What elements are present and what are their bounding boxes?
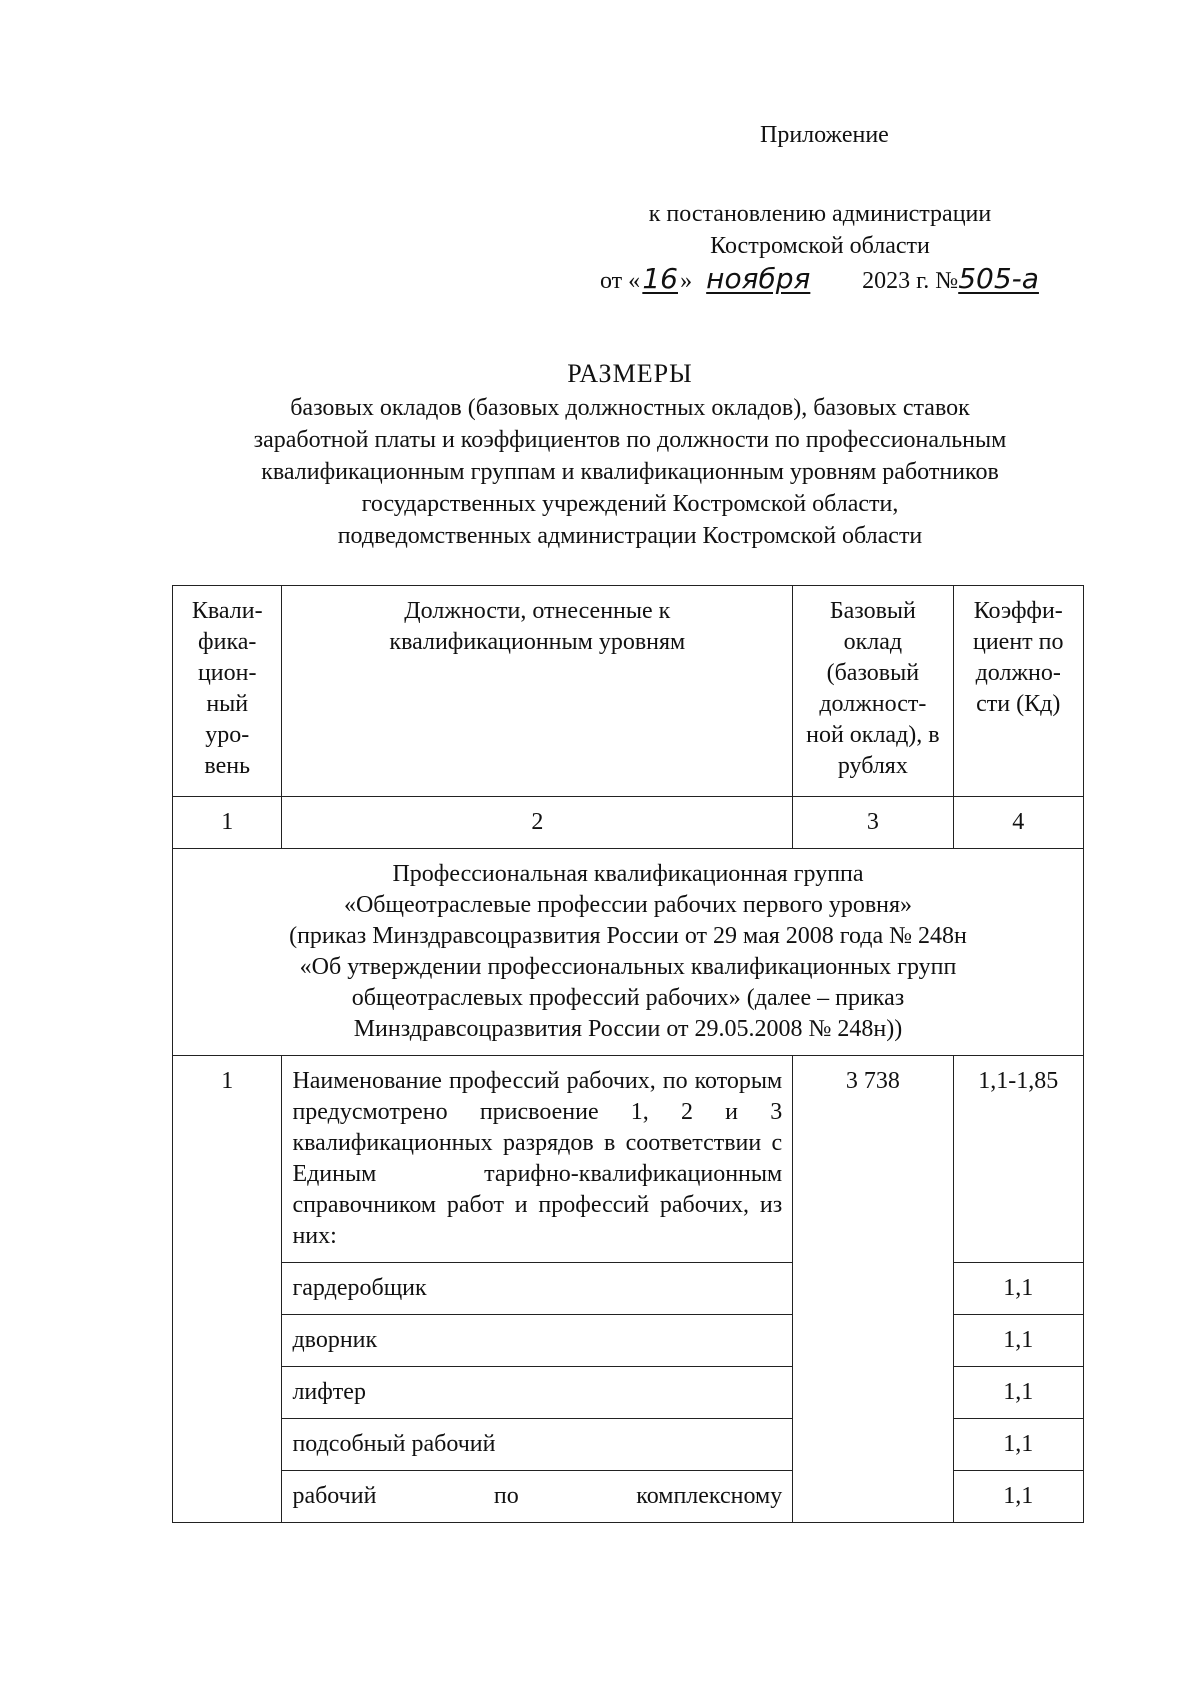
header-base-salary: Базовый оклад (базовый должност-ной оклад), в рублях [793, 586, 953, 797]
heading-line-1: базовых окладов (базовых должностных окладов), базовых ставок [290, 395, 970, 421]
coefficient-range-cell: 1,1-1,85 [953, 1056, 1084, 1263]
heading-line-2: заработной платы и коэффициентов по должности по профессиональным [253, 427, 1007, 453]
column-number-4: 4 [953, 797, 1084, 849]
date-prefix: от « [600, 268, 641, 294]
level-cell: 1 [173, 1056, 282, 1523]
table-header-row [173, 586, 1084, 797]
position-coefficient: 1,1 [953, 1367, 1084, 1419]
group-line-1: Профессиональная квалификационная группа [392, 861, 864, 887]
header-coefficient: Коэффи-циент по должно-сти (Кд) [953, 586, 1084, 797]
header-positions: Должности, отнесенные к квалификационным уровням [282, 586, 793, 797]
group-line-3: (приказ Минздравсоцразвития России от 29 мая 2008 года № 248н [289, 923, 967, 949]
appendix-label: Приложение [760, 122, 889, 148]
column-number-3: 3 [793, 797, 953, 849]
table-row [173, 1056, 1084, 1263]
decree-reference [560, 198, 1080, 262]
position-coefficient: 1,1 [953, 1315, 1084, 1367]
heading-main: РАЗМЕРЫ [567, 359, 693, 388]
table-column-numbers [173, 797, 1084, 849]
group-title [173, 849, 1084, 1056]
date-mid: » [680, 268, 693, 294]
group-line-5: общеотраслевых профессий рабочих» (далее – приказ [351, 985, 905, 1011]
salary-table [172, 585, 1084, 1523]
group-line-4: «Об утверждении профессиональных квалификационных групп [299, 954, 957, 980]
position-name: дворник [282, 1315, 793, 1367]
position-coefficient: 1,1 [953, 1471, 1084, 1523]
date-year: 2023 г. № [862, 268, 959, 294]
position-name: подсобный рабочий [282, 1419, 793, 1471]
heading-line-5: подведомственных администрации Костромской области [337, 523, 923, 549]
position-coefficient: 1,1 [953, 1419, 1084, 1471]
decree-date-line [600, 262, 1160, 295]
column-number-2: 2 [282, 797, 793, 849]
group-line-6: Минздравсоцразвития России от 29.05.2008 № 248н)) [353, 1016, 903, 1042]
header-qualification-level: Квали- фика- цион- ный уро- вень [173, 586, 282, 797]
group-line-2: «Общеотраслевые профессии рабочих первого уровня» [343, 892, 913, 918]
column-number-1: 1 [173, 797, 282, 849]
date-month-handwritten: ноября [706, 262, 811, 295]
position-coefficient: 1,1 [953, 1263, 1084, 1315]
position-name: рабочий по комплексному [282, 1471, 793, 1523]
decree-line-2: Костромской области [710, 233, 930, 259]
group-title-row [173, 849, 1084, 1056]
base-salary-cell: 3 738 [793, 1056, 953, 1523]
heading-line-3: квалификационным группам и квалификационным уровням работников [261, 459, 999, 485]
position-name: лифтер [282, 1367, 793, 1419]
heading-line-4: государственных учреждений Костромской области, [361, 491, 899, 517]
level-description: Наименование профессий рабочих, по которым предусмотрено присвоение 1, 2 и 3 квалификационных разрядов в соответствии с Единым тарифно-квалификационным справочником работ и профессий рабочих, из них: [282, 1056, 793, 1263]
date-day-handwritten: 16 [642, 262, 678, 295]
decree-line-1: к постановлению администрации [648, 201, 992, 227]
decree-number-handwritten: 505-а [958, 262, 1039, 295]
document-heading [160, 356, 1100, 552]
position-name: гардеробщик [282, 1263, 793, 1315]
